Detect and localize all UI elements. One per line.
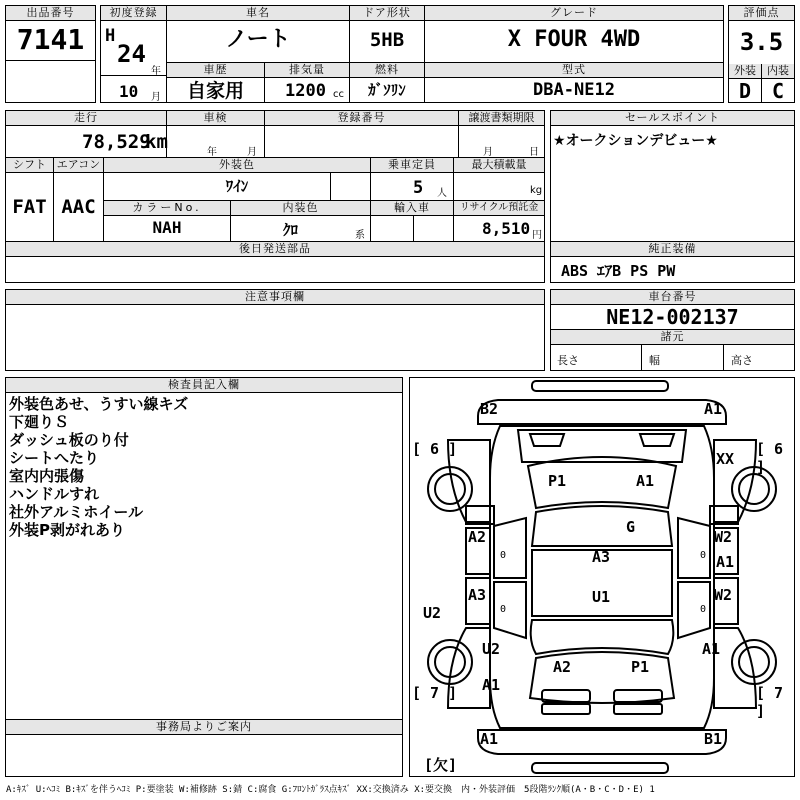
reg-no-label: 登録番号: [265, 111, 458, 126]
damage-mark: A3: [468, 586, 487, 604]
tire-grade: [ 7 ]: [412, 684, 458, 702]
damage-mark: A1: [636, 472, 655, 490]
inspector-note: 社外アルミホイール: [9, 503, 144, 521]
lot-lower-cell: [5, 60, 96, 103]
aircon-cell: [53, 157, 104, 242]
damage-mark: U2: [482, 640, 501, 658]
inspector-note: 下廻りＳ: [9, 413, 70, 431]
caution-label: 注意事項欄: [6, 290, 544, 305]
specs-label: 諸元: [551, 330, 794, 345]
inspection-year-unit: 年: [207, 147, 217, 158]
fuel-label: 燃料: [350, 63, 424, 78]
overall-score: 3.5: [739, 28, 784, 56]
recycle-cell: [453, 200, 545, 242]
ext-color-label: 外装色: [104, 158, 370, 173]
small-mark: 0: [500, 604, 507, 615]
small-mark: 0: [700, 604, 707, 615]
damage-mark: B1: [704, 730, 723, 748]
grade: X FOUR 4WD: [507, 27, 641, 52]
small-mark: 0: [700, 550, 707, 561]
max-load-cell: [453, 157, 545, 201]
car-outline: [410, 378, 794, 776]
damage-mark: A1: [482, 676, 501, 694]
grade-cell: [424, 5, 724, 63]
capacity-unit: 人: [437, 188, 447, 199]
transfer-label: 譲渡書類期限: [459, 111, 544, 126]
damage-mark: A3: [592, 548, 611, 566]
later-parts-cell: [5, 241, 545, 283]
small-mark: 0: [500, 550, 507, 561]
lot-number-label: 出品番号: [6, 6, 95, 21]
reg-no-cell: [264, 110, 459, 158]
first-reg-label: 初度登録: [101, 6, 166, 21]
month-unit: 月: [151, 92, 161, 103]
displacement-unit: cc: [333, 89, 344, 100]
capacity: 5: [413, 178, 424, 198]
spec-height-label: 高さ: [731, 354, 753, 367]
damage-mark: P1: [631, 658, 650, 676]
office-label: 事務局よりご案内: [6, 720, 402, 735]
inspector-label: 検査員記入欄: [6, 378, 402, 393]
recycle: 8,510: [482, 219, 531, 238]
recycle-unit: 円: [532, 230, 542, 241]
capacity-label: 乗車定員: [371, 158, 453, 173]
later-parts-label: 後日発送部品: [6, 242, 544, 257]
max-load-unit: kg: [530, 185, 543, 196]
displacement-label: 排気量: [265, 63, 349, 78]
damage-mark: U2: [423, 604, 442, 622]
recycle-label: リサイクル預託金: [454, 201, 544, 216]
spec-width-label: 幅: [649, 354, 660, 367]
ext-color-cell: [103, 157, 371, 201]
color-no-cell: [103, 200, 231, 242]
sales-point-label: セールスポイント: [551, 111, 794, 126]
displacement-cell: [264, 62, 350, 103]
caution-cell: [5, 289, 545, 371]
model-cell: [424, 62, 724, 103]
door-type: 5HB: [369, 29, 405, 51]
shift: FAT: [12, 196, 47, 218]
era: H: [105, 26, 116, 46]
damage-mark: B2: [480, 400, 499, 418]
inspection-month-unit: 月: [247, 147, 257, 158]
transfer-month-unit: 月: [483, 147, 493, 158]
damage-mark: G: [626, 518, 636, 536]
aircon-label: エアコン: [54, 158, 103, 173]
score-cell: [728, 5, 795, 103]
fuel: ｶﾞｿﾘﾝ: [368, 81, 406, 99]
first-reg-cell: [100, 5, 167, 103]
int-score: C: [771, 79, 785, 103]
year-unit: 年: [151, 66, 161, 77]
mileage-unit: km: [145, 131, 168, 153]
office-cell: [5, 719, 403, 777]
inspector-cell: [5, 377, 403, 720]
model-code: DBA-NE12: [533, 80, 615, 100]
displacement: 1200: [285, 81, 326, 101]
genuine-equipment: ABS ｴｱB PS PW: [561, 262, 676, 280]
model-label: 型式: [425, 63, 723, 78]
genuine-label: 純正装備: [551, 242, 794, 257]
sales-point-cell: [550, 110, 795, 242]
damage-mark: P1: [548, 472, 567, 490]
int-color-cell: [230, 200, 371, 242]
inspector-note: 外装P剥がれあり: [9, 521, 125, 539]
reg-year: 24: [117, 40, 146, 68]
transfer-day-unit: 日: [529, 147, 539, 158]
shift-label: シフト: [6, 158, 53, 173]
inspector-note: 室内内張傷: [9, 467, 85, 485]
aircon: AAC: [61, 196, 96, 218]
tire-grade: [ 6 ]: [412, 440, 458, 458]
damage-mark: A1: [704, 400, 723, 418]
damage-mark: XX: [716, 450, 735, 468]
lot-number-cell: [5, 5, 96, 61]
mileage-cell: [5, 110, 167, 158]
mileage-label: 走行: [6, 111, 166, 126]
score-label: 評価点: [729, 6, 794, 21]
max-load-label: 最大積載量: [454, 158, 544, 173]
ext-score: D: [729, 79, 762, 102]
damage-diagram: [409, 377, 795, 777]
transfer-cell: [458, 110, 545, 158]
import-cell: [370, 200, 454, 242]
chassis-number: NE12-002137: [551, 305, 794, 330]
chassis-label: 車台番号: [551, 290, 794, 305]
ext-color: ﾜｲﾝ: [225, 177, 249, 195]
car-name-label: 車名: [167, 6, 349, 21]
tire-grade: [ 7 ]: [756, 684, 784, 720]
damage-mark: W2: [714, 586, 733, 604]
color-no-label: カラーNo.: [104, 201, 230, 216]
tire-grade: [ 6 ]: [756, 440, 784, 476]
car-name: ノート: [225, 27, 291, 52]
door-cell: [349, 5, 425, 63]
reg-month: 10: [119, 82, 139, 101]
inspector-note: シートへたり: [9, 449, 100, 467]
inspector-note: ダッシュ板のり付: [9, 431, 129, 449]
genuine-cell: [550, 241, 795, 283]
int-score-label: 内装: [762, 64, 794, 79]
damage-mark: A2: [468, 528, 487, 546]
damage-mark: U1: [592, 588, 611, 606]
history: 自家用: [186, 80, 244, 102]
history-cell: [166, 62, 265, 103]
import-label: 輸入車: [371, 201, 453, 216]
damage-mark: A1: [480, 730, 499, 748]
fuel-cell: [349, 62, 425, 103]
shift-cell: [5, 157, 54, 242]
lot-number: 7141: [16, 23, 85, 56]
door-label: ドア形状: [350, 6, 424, 21]
sales-point: ★オークションデビュー★: [553, 133, 718, 149]
grade-label: グレード: [425, 6, 723, 21]
inspector-note: 外装色あせ、うすい線キズ: [9, 395, 189, 413]
inspection-label: 車検: [167, 111, 264, 126]
spec-length-label: 長さ: [557, 354, 579, 367]
spare-tire: [欠]: [424, 756, 458, 774]
mileage: 78,529: [82, 131, 151, 153]
legend: A:ｷｽﾞ U:ﾍｺﾐ B:ｷｽﾞを伴うﾍｺﾐ P:要塗装 W:補修跡 S:錆 C:腐食 G:ﾌﾛﾝﾄｶﾞﾗｽ点ｷｽﾞ XX:交換済み X:要交換 内・外装評価 5段階ﾗﾝｸ順(A・B・C・D・E) 1: [6, 785, 655, 795]
capacity-cell: [370, 157, 454, 201]
damage-mark: A2: [553, 658, 572, 676]
int-color-unit: 系: [355, 230, 365, 241]
int-color: ｸﾛ: [283, 221, 299, 239]
damage-mark: A1: [716, 553, 735, 571]
damage-mark: A1: [702, 640, 721, 658]
chassis-cell: [550, 289, 795, 371]
int-color-label: 内装色: [231, 201, 370, 216]
car-name-cell: [166, 5, 350, 63]
color-no: NAH: [152, 218, 182, 237]
inspector-note: ハンドルすれ: [9, 485, 100, 503]
damage-mark: W2: [714, 528, 733, 546]
ext-score-label: 外装: [729, 64, 762, 79]
inspection-cell: [166, 110, 265, 158]
history-label: 車歴: [167, 63, 264, 78]
